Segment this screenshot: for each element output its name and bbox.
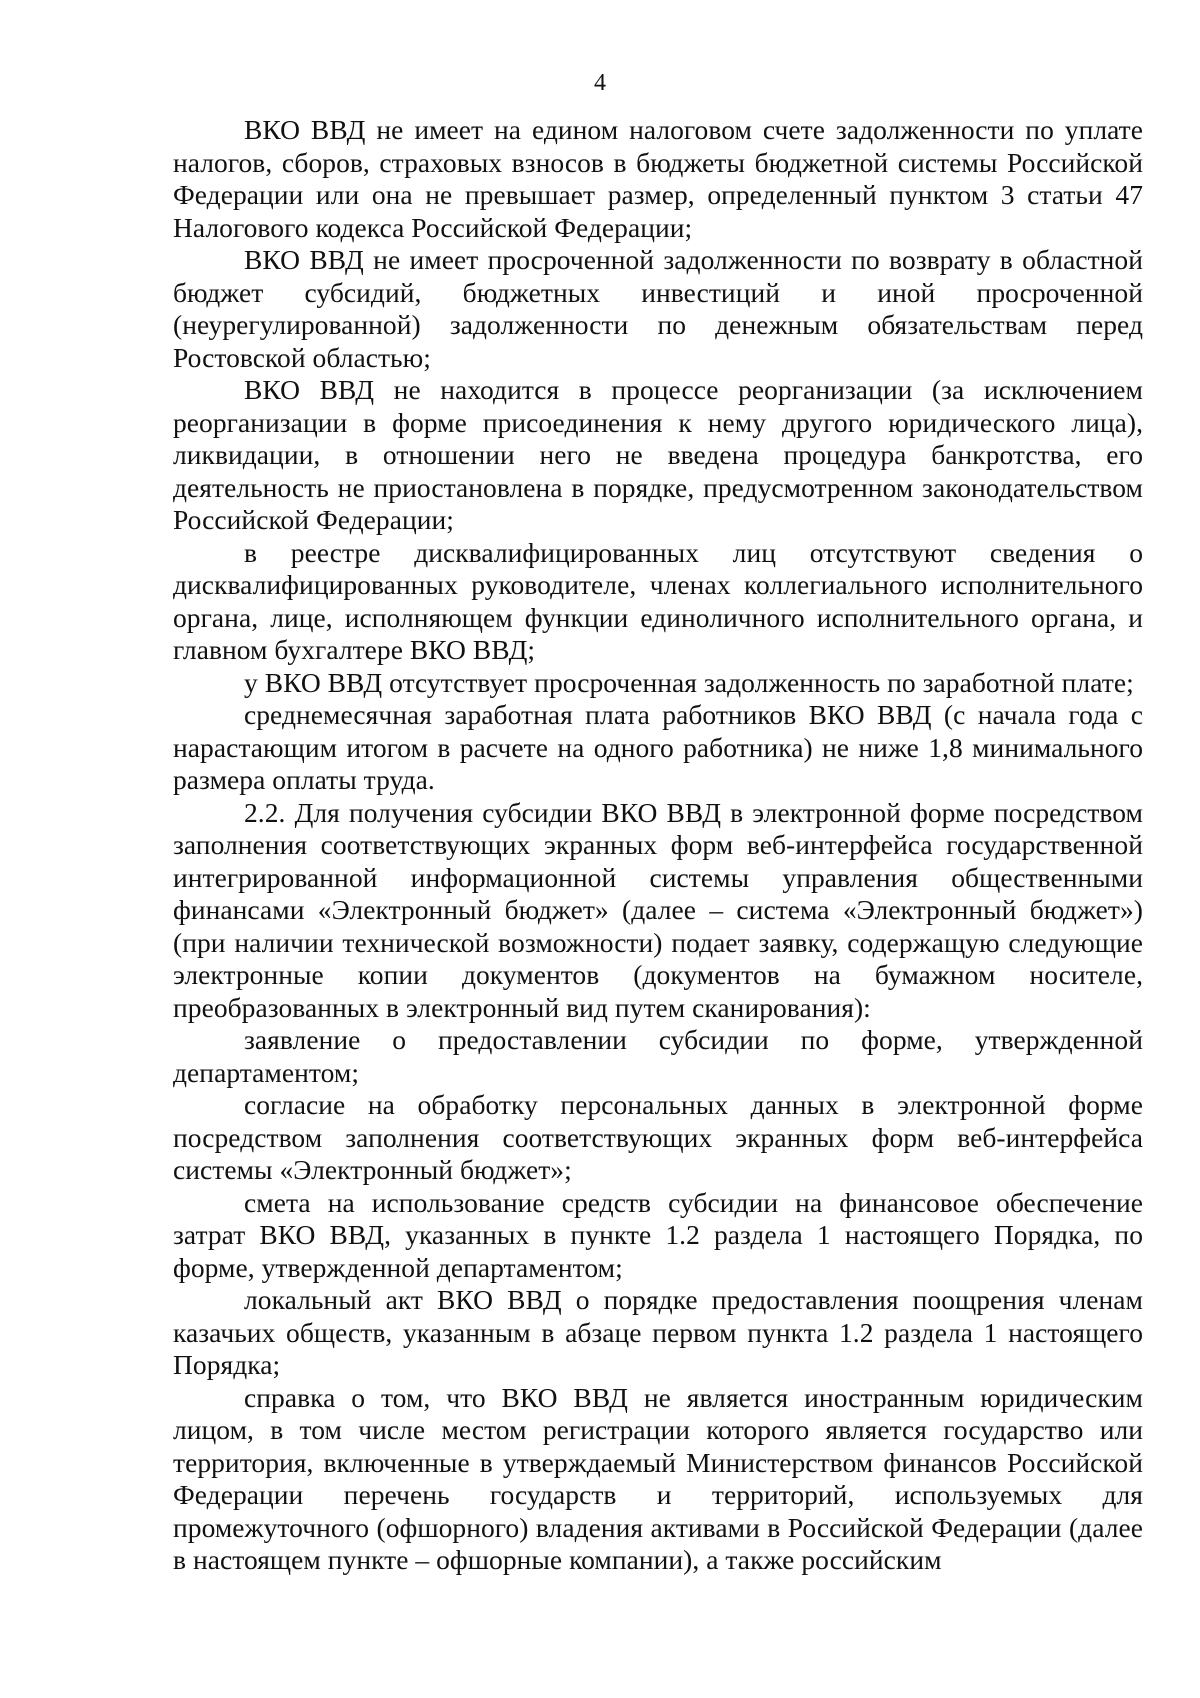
paragraph-estimate: смета на использование средств субсидии на финансовое обеспечение затрат ВКО ВВД, указанных в пункте 1.2 раздела 1 настоящего Порядка, по форме, утвержденной департаментом; xyxy=(173,1186,1143,1283)
paragraph-overdue-debt: ВКО ВВД не имеет просроченной задолженности по возврату в областной бюджет субсидий, бюджетных инвестиций и иной просроченной (неурегулированной) задолженности по денежным обязательствам перед Ростовской областью; xyxy=(173,244,1143,373)
page-number: 4 xyxy=(594,70,606,96)
paragraph-section-2-2: 2.2. Для получения субсидии ВКО ВВД в электронной форме посредством заполнения соответствующих экранных форм веб-интерфейса государственной интегрированной информационной системы управления общественными финансами «Электронный бюджет» (далее – система «Электронный бюджет») (при наличии технической возможности) подает заявку, содержащую следующие электронные копии документов (документов на бумажном носителе, преобразованных в электронный вид путем сканирования): xyxy=(173,796,1143,1023)
paragraph-disqualified-registry: в реестре дисквалифицированных лиц отсутствуют сведения о дисквалифицированных руководителе, членах коллегиального исполнительного органа, лице, исполняющем функции единоличного исполнительного органа, и главном бухгалтере ВКО ВВД; xyxy=(173,536,1143,665)
paragraph-salary-arrears: у ВКО ВВД отсутствует просроченная задолженность по заработной плате; xyxy=(244,666,1134,698)
paragraph-reorganization: ВКО ВВД не находится в процессе реорганизации (за исключением реорганизации в форме присоединения к нему другого юридического лица), ликвидации, в отношении него не введена процедура банкротства, его деятельность не приостановлена в порядке, предусмотренном законодательством Российской Федерации; xyxy=(173,374,1143,535)
paragraph-certificate: справка о том, что ВКО ВВД не является иностранным юридическим лицом, в том числе местом регистрации которого является государство или территория, включенные в утверждаемый Министерством финансов Российской Федерации перечень государств и территорий, используемых для промежуточного (офшорного) владения активами в Российской Федерации (далее в настоящем пункте – офшорные компании), а также российским xyxy=(173,1381,1143,1575)
paragraph-local-act: локальный акт ВКО ВВД о порядке предоставления поощрения членам казачьих обществ, указанным в абзаце первом пункта 1.2 раздела 1 настоящего Порядка; xyxy=(173,1284,1143,1380)
paragraph-tax-debt: ВКО ВВД не имеет на едином налоговом счете задолженности по уплате налогов, сборов, страховых взносов в бюджеты бюджетной системы Российской Федерации или она не превышает размер, определенный пунктом 3 статьи 47 Налогового кодекса Российской Федерации; xyxy=(173,114,1143,243)
paragraph-average-salary: среднемесячная заработная плата работников ВКО ВВД (с начала года с нарастающим итогом в расчете на одного работника) не ниже 1,8 минимального размера оплаты труда. xyxy=(173,699,1143,795)
paragraph-application: заявление о предоставлении субсидии по форме, утвержденной департаментом; xyxy=(173,1024,1143,1088)
paragraph-consent: согласие на обработку персональных данных в электронной форме посредством заполнения соответствующих экранных форм веб-интерфейса системы «Электронный бюджет»; xyxy=(173,1089,1143,1185)
document-body xyxy=(173,114,1143,1577)
